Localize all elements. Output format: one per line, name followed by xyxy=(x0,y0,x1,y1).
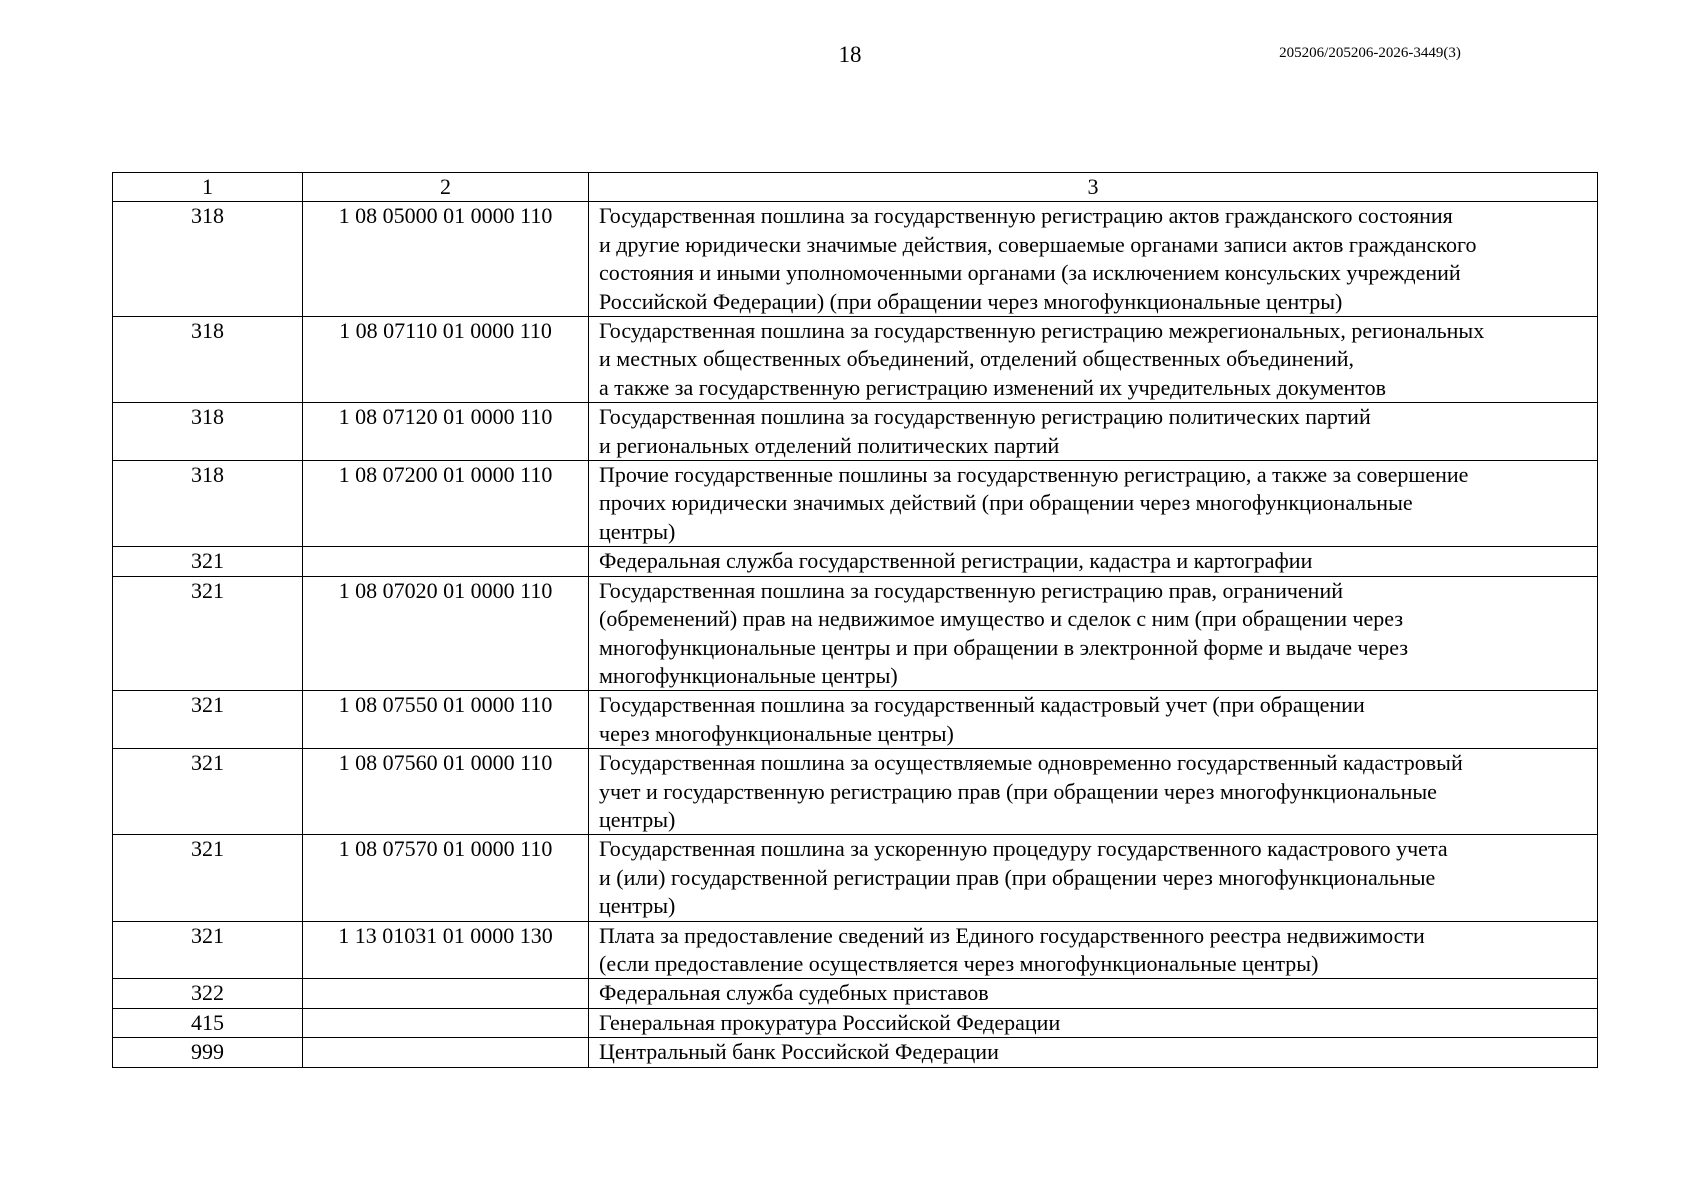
budget-classification-code-cell: 1 08 07120 01 0000 110 xyxy=(303,403,589,461)
description-cell xyxy=(589,576,1598,691)
description-line: и другие юридически значимые действия, совершаемые органами записи актов гражданского xyxy=(599,231,1477,257)
description-line: Федеральная служба судебных приставов xyxy=(599,980,989,1006)
description-line: прочих юридически значимых действий (при обращении через многофункциональные xyxy=(599,490,1413,516)
description-cell xyxy=(589,749,1598,835)
description-line: Государственная пошлина за ускоренную процедуру государственного кадастрового учета xyxy=(599,836,1448,862)
description-line: учет и государственную регистрацию прав (при обращении через многофункциональные xyxy=(599,778,1437,804)
table-row xyxy=(113,403,1598,461)
description-cell xyxy=(589,317,1598,403)
description-line: Государственная пошлина за государственную регистрацию актов гражданского состояния xyxy=(599,203,1453,229)
description-cell xyxy=(589,691,1598,749)
admin-code-cell: 321 xyxy=(113,576,303,691)
description-line: центры) xyxy=(599,806,676,832)
description-line: через многофункциональные центры) xyxy=(599,720,954,746)
description-line: состояния и иными уполномоченными органами (за исключением консульских учреждений xyxy=(599,260,1461,286)
page-number: 18 xyxy=(838,42,862,67)
budget-classification-code-cell xyxy=(303,1038,589,1067)
budget-classification-code-cell xyxy=(303,547,589,576)
description-line: (если предоставление осуществляется через многофункциональные центры) xyxy=(599,950,1319,976)
description-line: центры) xyxy=(599,518,676,544)
description-line: Государственная пошлина за государственную регистрацию политических партий xyxy=(599,404,1371,430)
column-header-3: 3 xyxy=(589,173,1598,202)
budget-classification-code-cell: 1 08 07560 01 0000 110 xyxy=(303,749,589,835)
budget-classification-code-cell: 1 13 01031 01 0000 130 xyxy=(303,921,589,979)
column-header-2: 2 xyxy=(303,173,589,202)
description-line: Прочие государственные пошлины за государственную регистрацию, а также за совершение xyxy=(599,462,1469,488)
table-header xyxy=(113,173,1598,202)
table-body xyxy=(113,202,1598,1067)
description-cell xyxy=(589,547,1598,576)
description-line: Государственная пошлина за осуществляемые одновременно государственный кадастровый xyxy=(599,750,1463,776)
description-cell xyxy=(589,1038,1598,1067)
admin-code-cell: 321 xyxy=(113,921,303,979)
table-row xyxy=(113,547,1598,576)
description-line: и местных общественных объединений, отделений общественных объединений, xyxy=(599,346,1354,372)
admin-code-cell: 318 xyxy=(113,403,303,461)
description-line: и региональных отделений политических партий xyxy=(599,432,1060,458)
header-row xyxy=(113,173,1598,202)
description-line: Центральный банк Российской Федерации xyxy=(599,1039,999,1065)
admin-code-cell: 318 xyxy=(113,317,303,403)
description-line: многофункциональные центры и при обращении в электронной форме и выдаче через xyxy=(599,634,1409,660)
admin-code-cell: 322 xyxy=(113,979,303,1008)
table-row xyxy=(113,835,1598,921)
budget-classification-code-cell: 1 08 07110 01 0000 110 xyxy=(303,317,589,403)
description-line: Федеральная служба государственной регистрации, кадастра и картографии xyxy=(599,548,1313,574)
admin-code-cell: 415 xyxy=(113,1008,303,1037)
description-line: (обременений) прав на недвижимое имущество и сделок с ним (при обращении через xyxy=(599,606,1404,632)
table-row xyxy=(113,1008,1598,1037)
description-line: центры) xyxy=(599,893,676,919)
table-row xyxy=(113,979,1598,1008)
budget-classification-code-cell: 1 08 07550 01 0000 110 xyxy=(303,691,589,749)
budget-classification-code-cell xyxy=(303,1008,589,1037)
table-row xyxy=(113,317,1598,403)
description-line: Государственная пошлина за государственную регистрацию межрегиональных, региональных xyxy=(599,318,1485,344)
admin-code-cell: 321 xyxy=(113,749,303,835)
description-cell xyxy=(589,921,1598,979)
description-cell xyxy=(589,979,1598,1008)
table-row xyxy=(113,461,1598,547)
description-cell xyxy=(589,202,1598,317)
admin-code-cell: 318 xyxy=(113,461,303,547)
description-cell xyxy=(589,461,1598,547)
description-cell xyxy=(589,835,1598,921)
table-row xyxy=(113,749,1598,835)
revenue-table-container xyxy=(112,172,1597,1068)
budget-classification-code-cell: 1 08 07570 01 0000 110 xyxy=(303,835,589,921)
budget-classification-code-cell xyxy=(303,979,589,1008)
description-line: многофункциональные центры) xyxy=(599,662,898,688)
table-row xyxy=(113,1038,1598,1067)
document-code: 205206/205206-2026-3449(3) xyxy=(1279,45,1461,61)
description-line: и (или) государственной регистрации прав (при обращении через многофункциональные xyxy=(599,864,1436,890)
description-line: Государственная пошлина за государственный кадастровый учет (при обращении xyxy=(599,692,1365,718)
table-row xyxy=(113,202,1598,317)
description-line: Плата за предоставление сведений из Единого государственного реестра недвижимости xyxy=(599,922,1425,948)
column-header-1: 1 xyxy=(113,173,303,202)
description-line: Генеральная прокуратура Российской Федерации xyxy=(599,1009,1061,1035)
table-row xyxy=(113,576,1598,691)
table-row xyxy=(113,921,1598,979)
admin-code-cell: 321 xyxy=(113,691,303,749)
budget-classification-code-cell: 1 08 07200 01 0000 110 xyxy=(303,461,589,547)
table-row xyxy=(113,691,1598,749)
description-line: Российской Федерации) (при обращении через многофункциональные центры) xyxy=(599,288,1343,314)
budget-classification-code-cell: 1 08 05000 01 0000 110 xyxy=(303,202,589,317)
admin-code-cell: 318 xyxy=(113,202,303,317)
description-cell xyxy=(589,403,1598,461)
description-cell xyxy=(589,1008,1598,1037)
description-line: Государственная пошлина за государственную регистрацию прав, ограничений xyxy=(599,577,1343,603)
budget-classification-code-cell: 1 08 07020 01 0000 110 xyxy=(303,576,589,691)
description-line: а также за государственную регистрацию изменений их учредительных документов xyxy=(599,374,1387,400)
revenue-codes-table xyxy=(112,172,1598,1068)
admin-code-cell: 321 xyxy=(113,835,303,921)
admin-code-cell: 999 xyxy=(113,1038,303,1067)
admin-code-cell: 321 xyxy=(113,547,303,576)
